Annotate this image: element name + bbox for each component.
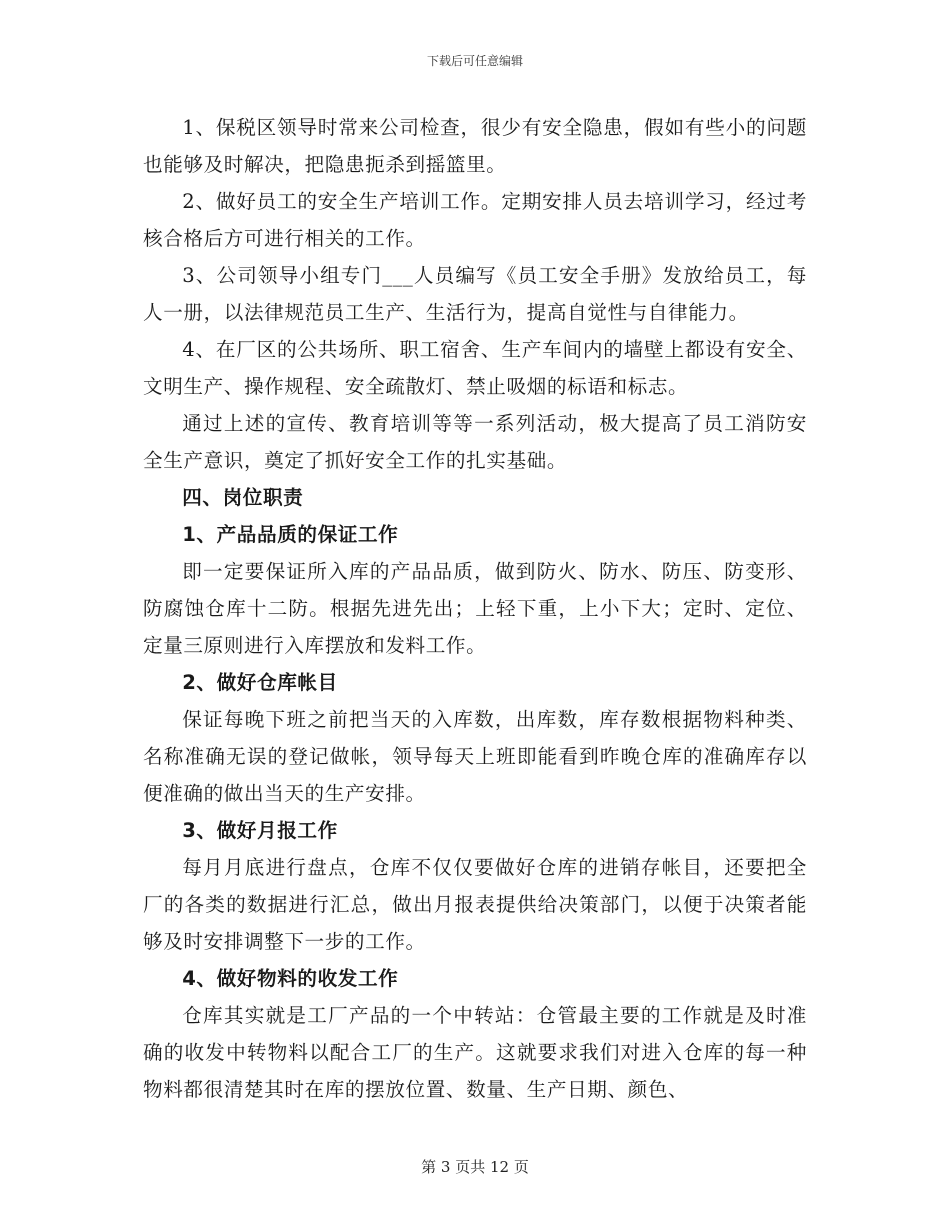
subheading-monthly-report: 3、做好月报工作 (182, 819, 338, 842)
subheading-quality: 1、产品品质的保证工作 (182, 523, 399, 546)
paragraph-materials: 仓库其实就是工厂产品的一个中转站：仓管最主要的工作就是及时准确的收发中转物料以配合工厂的生产。这就要求我们对进入仓库的每一种物料都很清楚其时在库的摆放位置、数量、生产日期、颜色、 (143, 1004, 807, 1101)
paragraph-2: 2、做好员工的安全生产培训工作。定期安排人员去培训学习，经过考核合格后方可进行相关的工作。 (143, 190, 807, 250)
paragraph-summary: 通过上述的宣传、教育培训等等一系列活动，极大提高了员工消防安全生产意识，奠定了抓好安全工作的扎实基础。 (143, 412, 807, 472)
paragraph-3: 3、公司领导小组专门___人员编写《员工安全手册》发放给员工，每人一册，以法律规范员工生产、生活行为，提高自觉性与自律能力。 (143, 264, 807, 324)
page-number: 第 3 页共 12 页 (421, 1158, 529, 1176)
document-body (143, 109, 807, 1108)
paragraph-quality: 即一定要保证所入库的产品品质，做到防火、防水、防压、防变形、防腐蚀仓库十二防。根据先进先出；上轻下重，上小下大；定时、定位、定量三原则进行入库摆放和发料工作。 (143, 560, 807, 657)
subheading-materials: 4、做好物料的收发工作 (182, 967, 399, 990)
paragraph-1: 1、保税区领导时常来公司检查，很少有安全隐患，假如有些小的问题也能够及时解决，把隐患扼杀到摇篮里。 (143, 116, 807, 176)
subheading-accounts: 2、做好仓库帐目 (182, 671, 338, 694)
paragraph-monthly-report: 每月月底进行盘点，仓库不仅仅要做好仓库的进销存帐目，还要把全厂的各类的数据进行汇总，做出月报表提供给决策部门，以便于决策者能够及时安排调整下一步的工作。 (143, 856, 807, 953)
paragraph-4: 4、在厂区的公共场所、职工宿舍、生产车间内的墙壁上都设有安全、文明生产、操作规程、安全疏散灯、禁止吸烟的标语和标志。 (143, 338, 807, 398)
page-header: 下载后可任意编辑 (426, 54, 523, 68)
paragraph-accounts: 保证每晚下班之前把当天的入库数，出库数，库存数根据物料种类、名称准确无误的登记做帐，领导每天上班即能看到昨晚仓库的准确库存以便准确的做出当天的生产安排。 (143, 708, 807, 805)
section-heading-duties: 四、岗位职责 (182, 486, 304, 509)
